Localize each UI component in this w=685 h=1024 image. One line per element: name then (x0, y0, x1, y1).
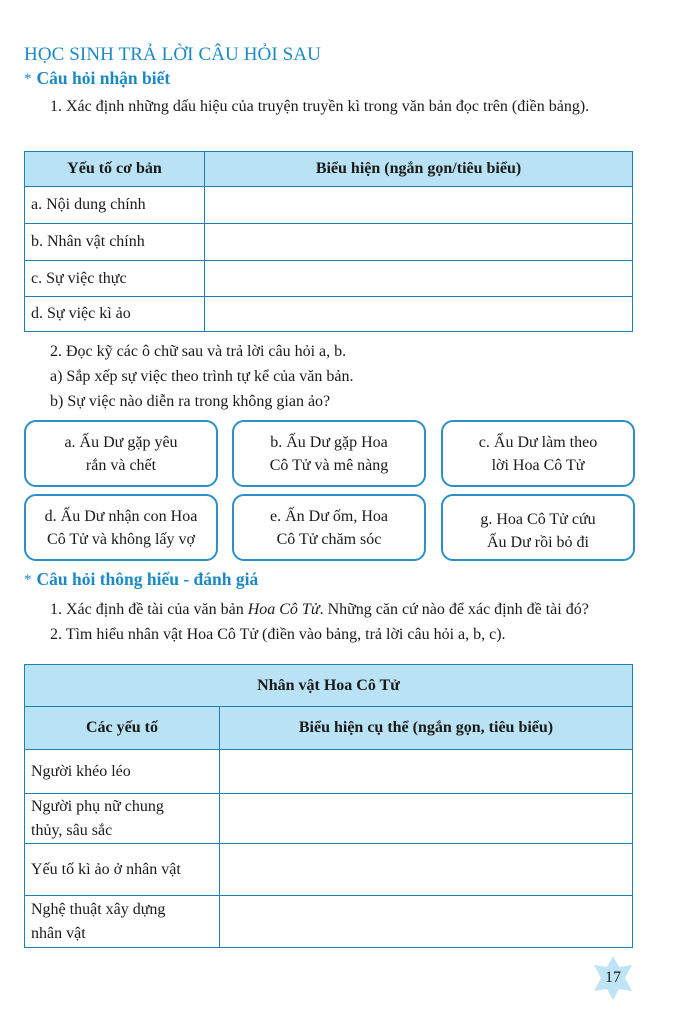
section-title-comprehension (24, 569, 258, 590)
table-header-row (25, 707, 633, 750)
table-row (25, 261, 633, 297)
answer-cell[interactable] (220, 750, 633, 794)
answer-cell[interactable] (220, 896, 633, 948)
answer-cell[interactable] (205, 224, 633, 261)
table-row (25, 896, 633, 948)
event-text: Ấu Dư rồi bỏ đi (486, 533, 589, 551)
event-text: d. Ấu Dư nhận con Hoa (44, 507, 198, 525)
event-box-g (441, 494, 635, 561)
event-text: c. Ấu Dư làm theo (478, 433, 598, 451)
row-label: d. Sự việc kì ảo (25, 297, 205, 332)
row-label-text: Người khéo léo (31, 762, 131, 780)
row-label-text: thủy, sâu sắc (31, 821, 113, 839)
row-label (25, 750, 220, 794)
work-title: Hoa Cô Tử (247, 601, 320, 618)
section-title-text: Câu hỏi nhận biết (36, 68, 171, 88)
row-label (25, 896, 220, 948)
event-text: Cô Tử và mê nàng (269, 456, 389, 474)
page-heading: HỌC SINH TRẢ LỜI CÂU HỎI SAU (24, 44, 321, 65)
event-box-c (441, 420, 635, 487)
question-1-text: 1. Xác định những dấu hiệu của truyện truyền kì trong văn bản đọc trên (điền bảng). (50, 98, 590, 115)
event-text: Cô Tử và không lấy vợ (47, 530, 195, 548)
event-text: rắn và chết (85, 456, 157, 474)
row-label: b. Nhân vật chính (25, 224, 205, 261)
event-box-a (24, 420, 218, 487)
column-header: Biểu hiện (ngắn gọn/tiêu biểu) (205, 152, 633, 187)
table-row (25, 187, 633, 224)
section-title-text: Câu hỏi thông hiểu - đánh giá (36, 569, 259, 589)
question-2-text: 2. Đọc kỹ các ô chữ sau và trả lời câu hỏi a, b. (50, 343, 347, 360)
answer-cell[interactable] (205, 261, 633, 297)
table-row (25, 224, 633, 261)
answer-cell[interactable] (220, 844, 633, 896)
table-row (25, 297, 633, 332)
table-row (25, 794, 633, 844)
row-label-text: Người phụ nữ chung (31, 797, 164, 815)
character-table (24, 664, 633, 948)
question-text: 1. Xác định đề tài của văn bản (50, 601, 248, 618)
row-label: c. Sự việc thực (25, 261, 205, 297)
row-label (25, 794, 220, 844)
event-box-b (232, 420, 426, 487)
event-box-e (232, 494, 426, 561)
answer-cell[interactable] (205, 297, 633, 332)
question-2b-text: b) Sự việc nào diễn ra trong không gian ảo? (50, 393, 331, 410)
event-text: g. Hoa Cô Tử cứu (480, 510, 596, 528)
page-number-badge (590, 955, 636, 1001)
table-row (25, 750, 633, 794)
section-title-recognition (24, 68, 170, 89)
table-title-row (25, 665, 633, 707)
event-text: a. Ấu Dư gặp yêu (64, 433, 178, 451)
comprehension-question-2: 2. Tìm hiểu nhân vật Hoa Cô Tử (điền vào bảng, trả lời câu hỏi a, b, c). (50, 626, 506, 643)
event-box-d (24, 494, 218, 561)
table-title: Nhân vật Hoa Cô Tử (25, 665, 633, 707)
row-label-text: Nghệ thuật xây dựng (31, 900, 166, 918)
question-2a-text: a) Sắp xếp sự việc theo trình tự kể của văn bản. (50, 368, 354, 385)
row-label: a. Nội dung chính (25, 187, 205, 224)
row-label-text: nhân vật (31, 924, 86, 942)
event-text: Cô Tử chăm sóc (276, 530, 382, 548)
row-label (25, 844, 220, 896)
table-row (25, 844, 633, 896)
column-header: Yếu tố cơ bản (25, 152, 205, 187)
event-text: lời Hoa Cô Tử (491, 456, 585, 474)
comprehension-question-1 (50, 599, 589, 621)
asterisk-icon: * (24, 71, 32, 87)
page-number: 17 (605, 969, 621, 986)
event-text: b. Ấu Dư gặp Hoa (270, 433, 388, 451)
table-header-row (25, 152, 633, 187)
signs-table (24, 151, 633, 332)
asterisk-icon: * (24, 572, 32, 588)
column-header: Biểu hiện cụ thể (ngắn gọn, tiêu biểu) (220, 707, 633, 750)
row-label-text: Yếu tố kì ảo ở nhân vật (31, 860, 181, 878)
column-header: Các yếu tố (25, 707, 220, 750)
event-text: e. Ấn Dư ốm, Hoa (270, 507, 388, 525)
answer-cell[interactable] (220, 794, 633, 844)
answer-cell[interactable] (205, 187, 633, 224)
question-text: . Những căn cứ nào để xác định đề tài đó? (319, 601, 589, 618)
